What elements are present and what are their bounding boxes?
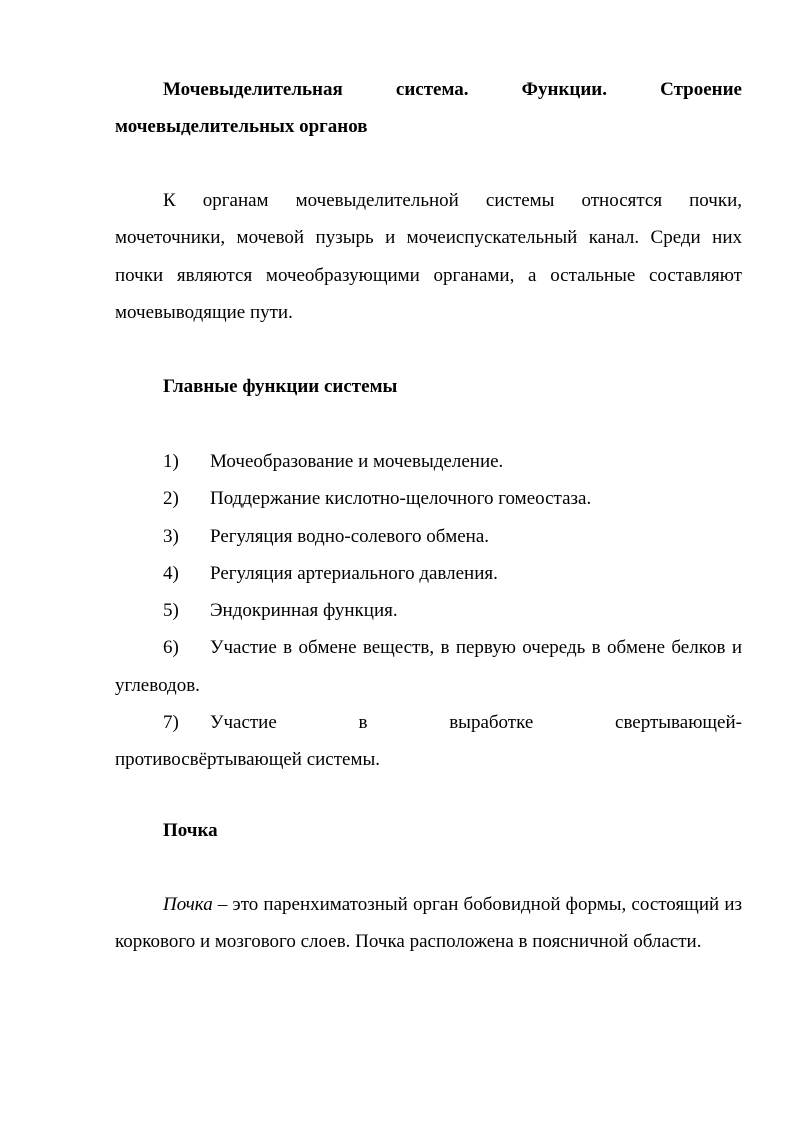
- list-item: [115, 480, 742, 517]
- list-item: [115, 518, 742, 555]
- list-item: [115, 555, 742, 592]
- list-text: Участие в обмене веществ, в первую очередь в обмене белков и углеводов.: [115, 637, 742, 696]
- list-item-7-line-2: противосвёртывающей системы.: [115, 749, 380, 771]
- list-number: 5): [163, 600, 179, 622]
- list-number: 1): [163, 451, 179, 472]
- title-word: Строение: [660, 79, 742, 100]
- kidney-definition: – это паренхиматозный орган бобовидной формы, состоящий из коркового и мозгового слоев. Почка расположена в поясничной области.: [115, 894, 742, 953]
- list-text: Регуляция артериального давления.: [210, 562, 498, 584]
- title-word: Мочевыделительная: [163, 79, 343, 100]
- list-item: [115, 629, 742, 704]
- list-item: [115, 443, 742, 480]
- functions-heading: Главные функции системы: [163, 376, 398, 397]
- list-number: 6): [163, 637, 179, 659]
- list-word: свертывающей-: [615, 712, 742, 734]
- document-title: [115, 71, 742, 146]
- list-text: Мочеобразование и мочевыделение.: [210, 451, 504, 472]
- list-text: Регуляция водно-солевого обмена.: [210, 525, 490, 547]
- functions-list: [115, 443, 742, 779]
- intro-paragraph: К органам мочевыделительной системы относятся почки, мочеточники, мочевой пузырь и мочеиспускательный канал. Среди них почки являются мочеобразующими органами, а остальные составляют мочевыводящие пути.: [115, 190, 742, 323]
- title-line-1: [115, 71, 742, 108]
- list-text: Поддержание кислотно-щелочного гомеостаза.: [210, 488, 592, 510]
- list-number: 4): [163, 562, 179, 584]
- list-text: Эндокринная функция.: [210, 600, 398, 622]
- list-number: 2): [163, 488, 179, 510]
- title-word: система.: [395, 79, 469, 100]
- list-word: в: [358, 712, 368, 734]
- list-item: [115, 592, 742, 629]
- list-number: 3): [163, 525, 179, 547]
- list-word: выработке: [449, 712, 534, 734]
- kidney-heading: Почка: [163, 820, 218, 841]
- kidney-term: Почка: [163, 894, 213, 915]
- kidney-paragraph: [115, 886, 742, 961]
- list-number: 7): [163, 712, 179, 734]
- title-word: Функции.: [521, 79, 607, 100]
- list-item: [115, 704, 742, 779]
- list-word: Участие: [210, 712, 277, 734]
- title-line-2: мочевыделительных органов: [115, 116, 368, 138]
- list-item-7-line-1: [115, 704, 742, 741]
